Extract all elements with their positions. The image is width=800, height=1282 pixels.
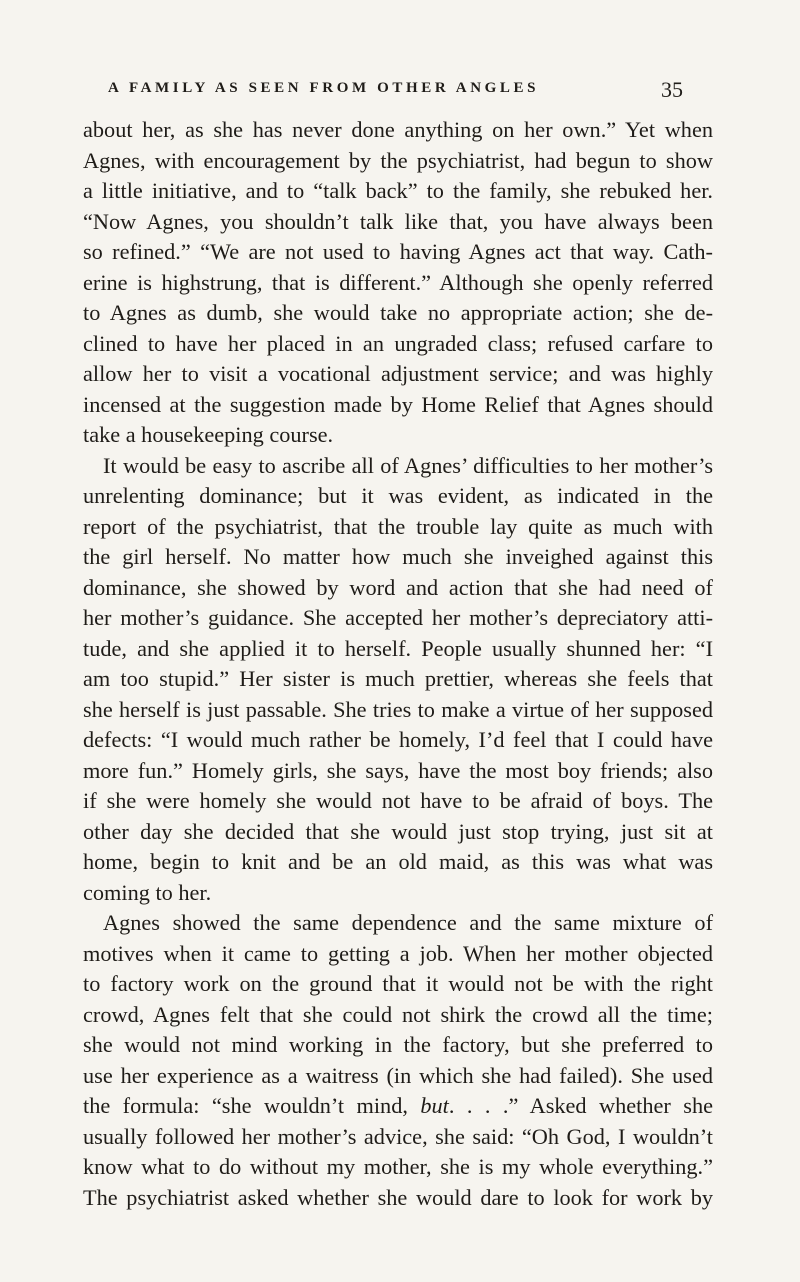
text-line: “Now Agnes, you shouldn’t talk like that, you have always been — [83, 208, 713, 234]
text-line: use her experience as a waitress (in which she had failed). She used — [83, 1062, 713, 1088]
line-part: the formula: “she wouldn’t mind, — [83, 1093, 408, 1118]
text-line: Agnes showed the same dependence and the same mixture of — [103, 910, 713, 935]
emphasis-word: but — [420, 1093, 449, 1118]
text-line: about her, as she has never done anything on her own.” Yet when — [83, 117, 713, 142]
text-line: so refined.” “We are not used to having Agnes act that way. Cath- — [83, 239, 713, 264]
body-text — [83, 115, 713, 1213]
text-line: to factory work on the ground that it would not be with the right — [83, 971, 713, 996]
text-line: know what to do without my mother, she is my whole everything.” — [83, 1154, 713, 1179]
running-title: A FAMILY AS SEEN FROM OTHER ANGLES — [108, 80, 540, 96]
text-line: the girl herself. No matter how much she inveighed against this — [83, 544, 713, 569]
text-line: usually followed her mother’s advice, she said: “Oh God, I wouldn’t — [83, 1123, 713, 1149]
text-line: she would not mind working in the factory, but she preferred to — [83, 1032, 713, 1057]
text-line: crowd, Agnes felt that she could not shirk the crowd all the time; — [83, 1001, 713, 1027]
text-line: defects: “I would much rather be homely, I’d feel that I could have — [83, 727, 713, 752]
text-line: clined to have her placed in an ungraded class; refused carfare to — [83, 330, 713, 356]
text-line: to Agnes as dumb, she would take no appropriate action; she de- — [83, 300, 713, 325]
text-line: The psychiatrist asked whether she would dare to look for work by — [83, 1184, 713, 1210]
line-part: . . . .” Asked whether she — [448, 1093, 713, 1118]
text-line: erine is highstrung, that is different.” Although she openly referred — [83, 269, 713, 295]
text-line: take a housekeeping course. — [83, 422, 334, 447]
text-line: her mother’s guidance. She accepted her mother’s depreciatory atti- — [83, 605, 713, 630]
text-line: a little initiative, and to “talk back” to the family, she rebuked her. — [83, 178, 713, 203]
text-line: other day she decided that she would just stop trying, just sit at — [83, 818, 713, 844]
text-line: home, begin to knit and be an old maid, as this was what was — [83, 849, 713, 874]
text-line: motives when it came to getting a job. When her mother objected — [83, 940, 713, 966]
text-line: if she were homely she would not have to be afraid of boys. The — [83, 788, 713, 813]
text-line: tude, and she applied it to herself. People usually shunned her: “I — [83, 635, 713, 661]
page-number: 35 — [661, 77, 683, 102]
text-line: allow her to visit a vocational adjustment service; and was highly — [83, 361, 713, 386]
text-line — [83, 1091, 713, 1122]
text-line: she herself is just passable. She tries to make a virtue of her supposed — [83, 696, 713, 722]
text-line: It would be easy to ascribe all of Agnes’ difficulties to her mother’s — [103, 452, 713, 478]
text-line: am too stupid.” Her sister is much prettier, whereas she feels that — [83, 666, 713, 691]
text-line: unrelenting dominance; but it was evident, as indicated in the — [83, 483, 713, 508]
text-line: more fun.” Homely girls, she says, have the most boy friends; also — [83, 757, 713, 783]
text-line: incensed at the suggestion made by Home Relief that Agnes should — [83, 391, 713, 417]
text-line: report of the psychiatrist, that the trouble lay quite as much with — [83, 513, 713, 539]
text-line: Agnes, with encouragement by the psychiatrist, had begun to show — [83, 147, 713, 173]
text-line: dominance, she showed by word and action that she had need of — [83, 574, 713, 600]
text-line: coming to her. — [83, 879, 212, 905]
running-head — [108, 77, 683, 104]
